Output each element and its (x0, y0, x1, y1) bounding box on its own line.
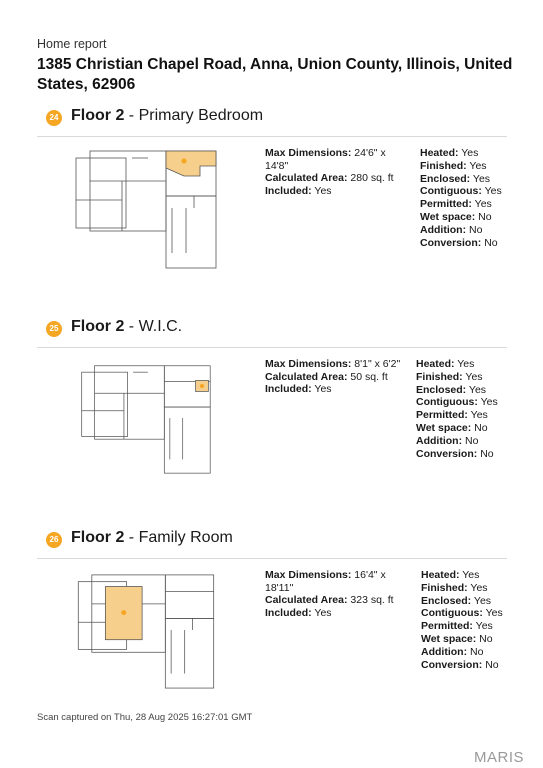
attribute-row (416, 384, 506, 397)
max-dimensions-label: Max Dimensions: (265, 147, 352, 159)
included-value: Yes (314, 184, 332, 197)
attribute-row (421, 595, 511, 608)
attribute-label: Permitted: (420, 198, 472, 211)
maris-logo: MARIS (474, 749, 525, 766)
attribute-value: Yes (465, 370, 483, 383)
floor-plan-image (74, 148, 217, 270)
attribute-row (421, 620, 511, 633)
attribute-value: Yes (474, 198, 492, 211)
max-dimensions-label: Max Dimensions: (265, 569, 352, 581)
attribute-label: Heated: (421, 569, 460, 581)
attribute-label: Finished: (420, 159, 467, 172)
attribute-value: No (485, 658, 499, 671)
included-label: Included: (265, 184, 312, 197)
floor-name: Floor 2 (71, 107, 125, 124)
attribute-value: Yes (470, 581, 488, 594)
attribute-label: Wet space: (421, 632, 477, 645)
attribute-label: Contiguous: (421, 607, 483, 620)
attribute-label: Permitted: (416, 409, 468, 422)
calculated-area-label: Calculated Area: (265, 370, 348, 383)
floor-plan-image (74, 363, 217, 475)
room-dimensions (265, 358, 415, 396)
attribute-label: Finished: (421, 581, 468, 594)
room-attributes (416, 358, 506, 460)
included-value: Yes (314, 383, 332, 395)
attribute-value: Yes (468, 383, 487, 396)
attribute-value: Yes (461, 147, 479, 159)
attribute-row (421, 633, 511, 646)
attribute-value: No (480, 447, 494, 460)
attribute-row (421, 582, 511, 595)
section-title (71, 107, 263, 125)
attribute-label: Addition: (416, 434, 463, 447)
room-dimensions (265, 147, 405, 197)
attribute-label: Permitted: (421, 620, 473, 633)
attribute-value: No (478, 210, 492, 223)
room-attributes (421, 569, 511, 671)
attribute-label: Conversion: (416, 447, 478, 460)
attribute-row (416, 371, 506, 384)
attribute-row (416, 435, 506, 448)
calculated-area-label: Calculated Area: (265, 594, 348, 606)
attribute-value: No (469, 223, 483, 236)
attribute-row (416, 409, 506, 422)
report-label: Home report (37, 37, 107, 51)
calculated-area-value: 323 sq. ft (350, 594, 394, 606)
attribute-value: Yes (470, 409, 488, 422)
attribute-value: No (479, 632, 493, 645)
attribute-row (416, 422, 506, 435)
attribute-value: Yes (475, 620, 493, 633)
attribute-row (420, 185, 510, 198)
attribute-label: Finished: (416, 370, 463, 383)
max-dimensions-label: Max Dimensions: (265, 358, 352, 370)
room-section-primary-bedroom (37, 107, 507, 249)
attribute-row (421, 569, 511, 582)
calculated-area-value: 50 sq. ft (350, 370, 388, 383)
section-title (71, 318, 182, 336)
attribute-row (420, 173, 510, 186)
attribute-value: Yes (485, 607, 503, 620)
attribute-value: Yes (469, 159, 487, 172)
attribute-label: Enclosed: (420, 172, 471, 185)
attribute-row (416, 448, 506, 461)
title-separator: - (124, 529, 139, 546)
attribute-row (420, 237, 510, 250)
attribute-row (421, 659, 511, 672)
attribute-row (420, 160, 510, 173)
attribute-value: Yes (462, 569, 480, 581)
attribute-label: Wet space: (416, 421, 472, 434)
room-number-badge: 26 (46, 532, 62, 548)
attribute-row (416, 396, 506, 409)
attribute-label: Enclosed: (416, 383, 467, 396)
room-dimensions (265, 569, 405, 619)
title-separator: - (124, 318, 139, 335)
room-marker (200, 384, 204, 388)
section-header (37, 318, 507, 348)
section-header (37, 107, 507, 137)
attribute-value: Yes (457, 358, 475, 370)
attribute-label: Wet space: (420, 210, 476, 223)
scan-timestamp: Scan captured on Thu, 28 Aug 2025 16:27:01 GMT (37, 712, 253, 723)
attribute-label: Enclosed: (421, 594, 472, 607)
section-header (37, 529, 507, 559)
max-dimensions-value: 8'1" x 6'2" (354, 358, 401, 370)
attribute-label: Addition: (420, 223, 467, 236)
calculated-area-label: Calculated Area: (265, 172, 348, 184)
property-address: 1385 Christian Chapel Road, Anna, Union County, Illinois, United States, 62906 (37, 56, 513, 93)
attribute-label: Conversion: (421, 658, 483, 671)
included-value: Yes (314, 606, 332, 619)
attribute-value: Yes (472, 172, 491, 185)
attribute-row (421, 646, 511, 659)
attribute-label: Heated: (420, 147, 459, 159)
room-name: Primary Bedroom (138, 107, 264, 124)
room-section-family-room (37, 529, 507, 671)
floor-plan-image (74, 572, 217, 690)
attribute-value: No (470, 645, 484, 658)
attribute-label: Heated: (416, 358, 455, 370)
max-dimensions-value: 16'4" x 18'11" (265, 569, 386, 594)
attribute-label: Conversion: (420, 236, 482, 249)
attribute-label: Contiguous: (416, 396, 478, 409)
room-number-badge: 25 (46, 321, 62, 337)
room-attributes (420, 147, 510, 249)
room-marker (121, 610, 126, 615)
section-title (71, 529, 233, 547)
attribute-value: No (465, 434, 479, 447)
attribute-row (421, 607, 511, 620)
attribute-value: No (484, 236, 498, 249)
attribute-row (420, 211, 510, 224)
calculated-area-value: 280 sq. ft (350, 172, 394, 184)
attribute-label: Contiguous: (420, 185, 482, 198)
attribute-value: Yes (473, 594, 492, 607)
room-name: W.I.C. (138, 318, 183, 335)
attribute-row (416, 358, 506, 371)
title-separator: - (124, 107, 139, 124)
max-dimensions-value: 24'6" x 14'8" (265, 147, 386, 172)
attribute-label: Addition: (421, 645, 468, 658)
attribute-value: Yes (484, 185, 502, 198)
included-label: Included: (265, 383, 312, 395)
room-section-wic (37, 318, 507, 460)
floor-name: Floor 2 (71, 529, 125, 546)
attribute-row (420, 198, 510, 211)
attribute-row (420, 224, 510, 237)
attribute-row (420, 147, 510, 160)
room-name: Family Room (138, 529, 233, 546)
attribute-value: No (474, 421, 488, 434)
floor-name: Floor 2 (71, 318, 125, 335)
highlighted-room (166, 151, 216, 176)
room-number-badge: 24 (46, 110, 62, 126)
attribute-value: Yes (480, 396, 498, 409)
room-marker (181, 158, 186, 163)
included-label: Included: (265, 606, 312, 619)
